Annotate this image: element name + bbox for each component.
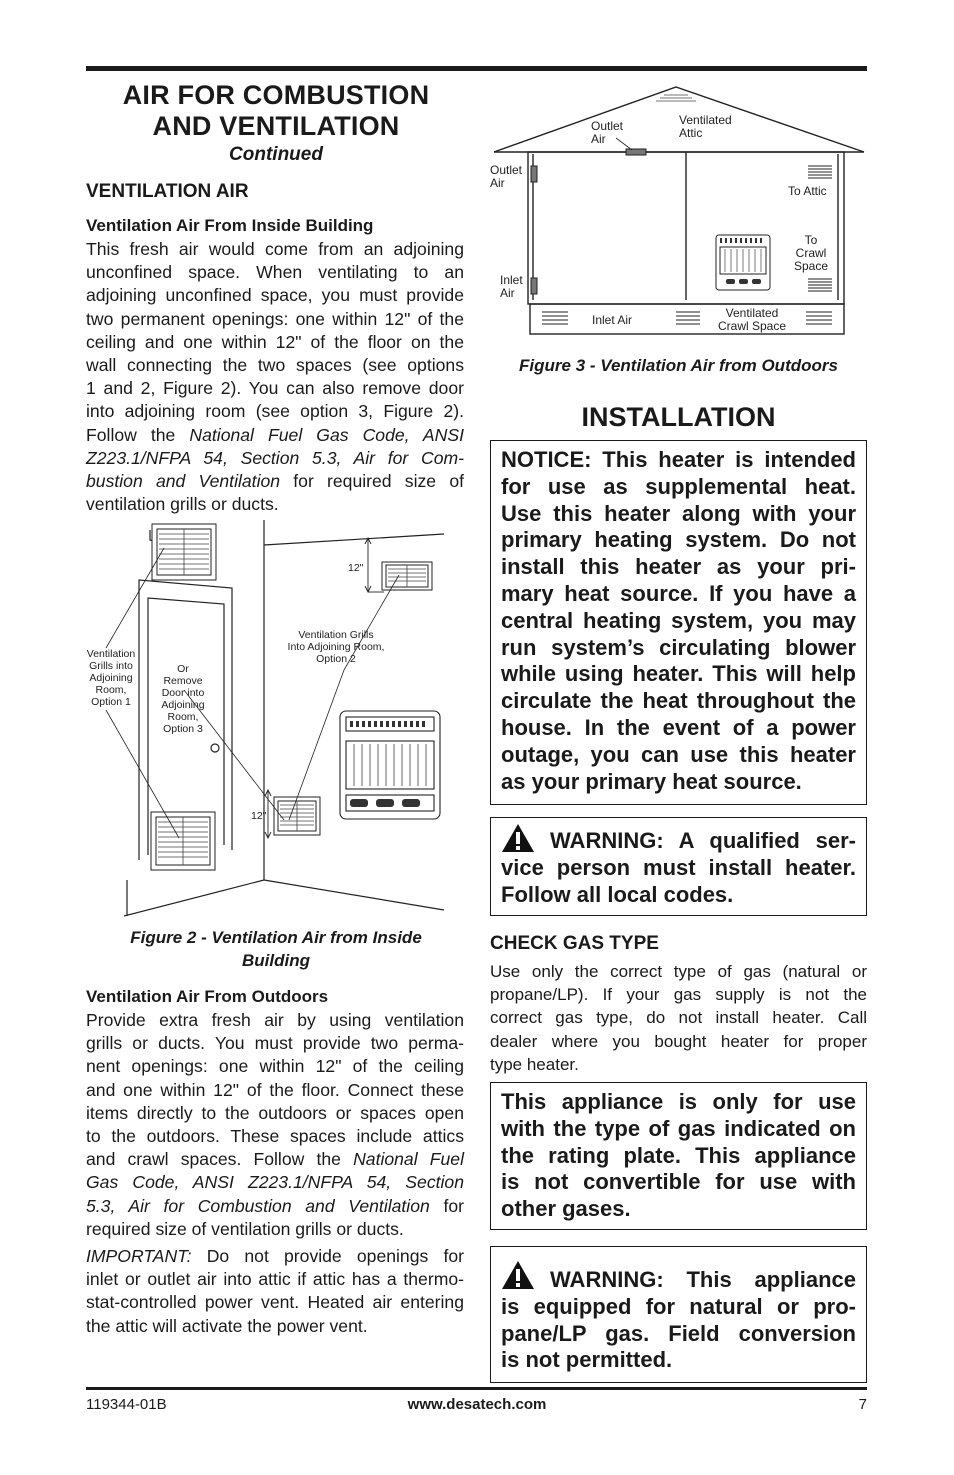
figure-3-caption: Figure 3 - Ventilation Air from Outdoors	[519, 356, 838, 375]
important-paragraph: IMPORTANT: Do not provide openings for inlet or outlet air into attic if attic has a thermo- stat-controlled power vent. Heated air entering the attic will activate the power vent.	[86, 1246, 464, 1336]
svg-text:Grills into: Grills into	[89, 660, 133, 672]
dimension-12-bottom: 12"	[251, 810, 267, 822]
svg-text:Ventilation Grills: Ventilation Grills	[298, 629, 374, 641]
check-gas-paragraph: Use only the correct type of gas (natural or propane/LP). If your gas supply is not the correct gas type, do not install heater. Call dealer where you bought heater for proper type heater.	[490, 962, 867, 1074]
subheading-outdoors: Ventilation Air From Outdoors	[86, 987, 329, 1006]
svg-text:Ventilated: Ventilated	[725, 306, 779, 320]
svg-text:Attic: Attic	[679, 126, 703, 140]
warning-text-qualified: WARNING: A qualified ser- vice person must install heater. Follow all local codes.	[501, 828, 856, 907]
svg-text:Room,: Room,	[95, 684, 127, 696]
warning-box-qualified	[490, 817, 867, 916]
svg-text:Inlet Air: Inlet Air	[592, 313, 633, 327]
svg-text:Adjoining: Adjoining	[89, 672, 133, 684]
svg-text:Air: Air	[500, 286, 515, 300]
outdoors-paragraph: Provide extra fresh air by using ventilation grills or ducts. You must provide two perma- nent openings: one within 12" of the ceiling and one within 12" of the floor. Connect these items directly to the outdoors or spaces open to the outdoors. These spaces include attics and crawl spaces. Follow the National Fuel Gas Code, ANSI Z223.1/NFPA 54, Section 5.3, Air for Combustion and Ventilation for required size of ventilation grills or ducts.	[86, 1010, 464, 1239]
svg-text:To Attic: To Attic	[788, 184, 827, 198]
svg-text:Crawl Space: Crawl Space	[717, 319, 787, 333]
appliance-notice-box	[490, 1082, 867, 1230]
bottom-rule	[86, 1387, 867, 1390]
warning-box-conversion	[490, 1246, 867, 1383]
svg-text:Option 3: Option 3	[163, 723, 203, 735]
top-rule	[86, 66, 867, 71]
page-number: 7	[858, 1396, 867, 1413]
svg-text:Crawl: Crawl	[795, 246, 827, 260]
svg-text:Air: Air	[591, 132, 606, 146]
option-2-label	[288, 629, 385, 665]
svg-text:Ventilation: Ventilation	[86, 648, 136, 660]
inside-building-paragraph: This fresh air would come from an adjoining unconfined space. When ventilating to an adjoining unconfined space, you must provide two permanent openings: one within 12" of the ceiling and one within 12" of the floor on the wall connecting the two spaces (see options 1 and 2, Figure 2). You can also remove door into adjoining room (see option 3, Figure 2). Follow the National Fuel Gas Code, ANSI Z223.1/NFPA 54, Section 5.3, Air for Com- bustion and Ventilation for required size of ventilation grills or ducts.	[86, 239, 464, 515]
svg-text:Outlet: Outlet	[490, 163, 523, 177]
section-heading-ventilation-air: VENTILATION AIR	[86, 181, 249, 202]
page-title: AIR FOR COMBUSTION AND VENTILATION	[122, 80, 430, 141]
figure-3-diagram	[486, 84, 870, 342]
dimension-12-top: 12"	[348, 562, 364, 574]
option-3-label	[161, 663, 204, 735]
svg-text:To: To	[804, 233, 818, 247]
svg-text:Adjoining: Adjoining	[161, 699, 205, 711]
svg-text:Outlet: Outlet	[591, 119, 624, 133]
svg-text:Or: Or	[177, 663, 189, 675]
notice-box	[490, 440, 867, 805]
figure-2-caption: Figure 2 - Ventilation Air from Inside Building	[130, 928, 422, 970]
website-link[interactable]: www.desatech.com	[407, 1396, 547, 1413]
svg-text:Air: Air	[490, 176, 505, 190]
subheading-inside-building: Ventilation Air From Inside Building	[86, 216, 374, 235]
svg-text:Remove: Remove	[163, 675, 203, 687]
document-number: 119344-01B	[86, 1396, 167, 1413]
svg-text:Option 2: Option 2	[316, 653, 356, 665]
check-gas-type-heading: CHECK GAS TYPE	[490, 933, 659, 954]
svg-text:Inlet: Inlet	[500, 273, 523, 287]
svg-text:Door into: Door into	[161, 687, 205, 699]
svg-text:Space: Space	[793, 259, 829, 273]
warning-text-conversion: WARNING: This appliance is equipped for natural or pro- pane/LP gas. Field conversion is not permitted.	[501, 1267, 856, 1373]
svg-text:Option 1: Option 1	[91, 696, 131, 708]
svg-text:Room,: Room,	[167, 711, 199, 723]
notice-text: NOTICE: This heater is intended for use as supplemental heat. Use this heater along with your primary heating system. Do not install this heater as your pri- mary heat source. If you have a central heating system, you may run system’s circulating blower while using heater. This will help circulate the heat throughout the house. In the event of a power outage, you can use this heater as your primary heat source.	[501, 447, 856, 794]
option-1-label	[87, 648, 136, 708]
figure-2-diagram	[84, 520, 468, 920]
svg-text:Ventilated: Ventilated	[679, 113, 732, 127]
appliance-notice-text: This appliance is only for use with the type of gas indicated on the rating plate. This appliance is not convertible for use with other gases.	[501, 1089, 856, 1222]
svg-text:Into Adjoining Room,: Into Adjoining Room,	[287, 641, 385, 653]
warning-triangle-icon	[500, 822, 536, 854]
continued-label: Continued	[229, 144, 323, 165]
installation-heading: INSTALLATION	[581, 402, 776, 432]
warning-triangle-icon	[500, 1259, 536, 1291]
